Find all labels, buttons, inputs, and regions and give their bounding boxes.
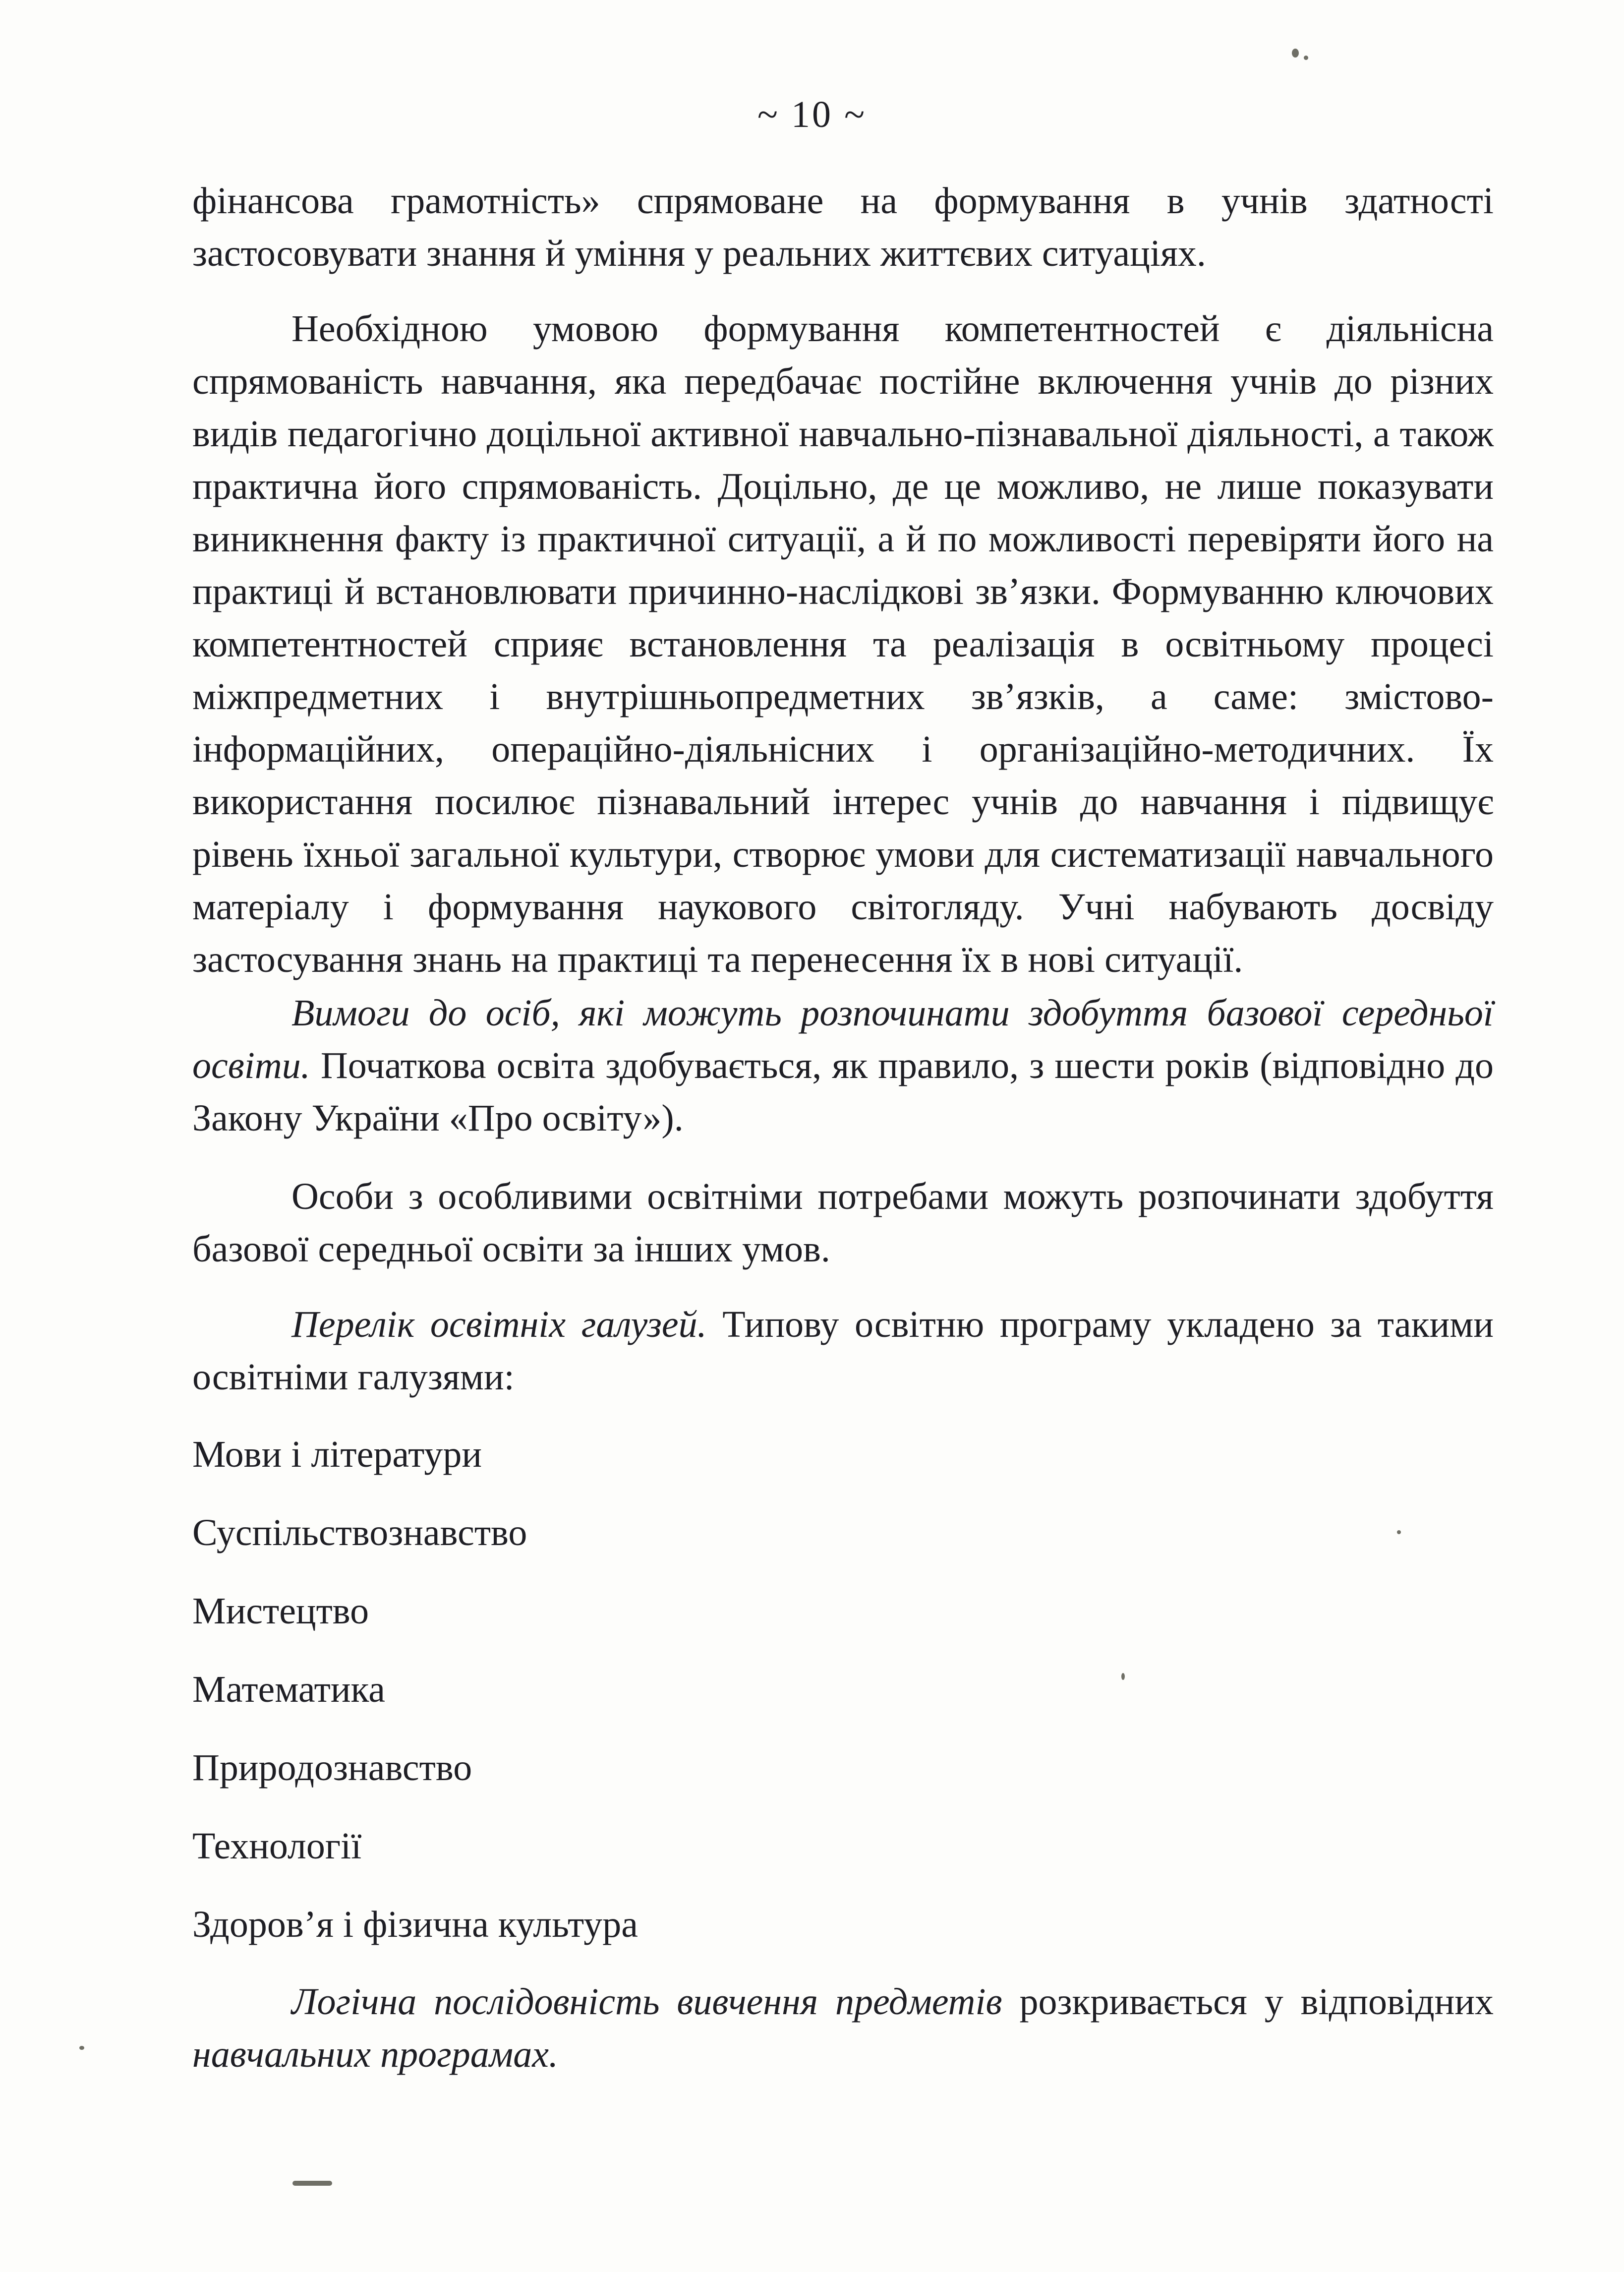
competences-paragraph-block xyxy=(192,302,1494,986)
closing-paragraph-block xyxy=(192,1975,1494,2081)
scan-speck xyxy=(1121,1673,1125,1680)
paragraph-special-needs: Особи з особливими освітніми потребами можуть розпочинати здобуття базової середньої освіти за інших умов. xyxy=(192,1176,1494,1270)
list-item: Природознавство xyxy=(192,1747,472,1789)
list-item: Технології xyxy=(192,1825,362,1867)
list-item: Суспільствознавство xyxy=(192,1512,527,1554)
paragraph-competences: Необхідною умовою формування компетентностей є діяльнісна спрямованість навчання, яка передбачає постійне включення учнів до різних видів педагогічно доцільної активної навчально-пізнавальної діяльності, а також практична його спрямованість. Доцільно, де це можливо, не лише показувати виникнення факту із практичної ситуації, а й по можливості перевіряти його на практиці й встановлювати причинно-наслідкові зв’язки. Формуванню ключових компетентностей сприяє встановлення та реалізація в освітньому процесі міжпредметних і внутрішньопредметних зв’язків, а саме: змістово-інформаційних, операційно-діяльнісних і організаційно-методичних. Їх використання посилює пізнавальний інтерес учнів до навчання і підвищує рівень їхньої загальної культури, створює умови для систематизації навчального матеріалу і формування наукового світогляду. Учні набувають досвіду застосування знань на практиці та перенесення їх в нові ситуації. xyxy=(192,308,1494,980)
special-needs-paragraph-block xyxy=(192,1170,1494,1275)
branches-intro-paragraph-block xyxy=(192,1298,1494,1403)
scan-speck xyxy=(79,2046,84,2050)
paragraph-closing xyxy=(192,1975,1494,2081)
branches-list xyxy=(192,1428,638,1976)
scan-speck xyxy=(1292,49,1299,58)
scan-smudge xyxy=(292,2181,332,2186)
page-number: ~ 10 ~ xyxy=(757,94,867,135)
list-item: Здоров’я і фізична культура xyxy=(192,1904,638,1945)
requirements-heading: Вимоги до осіб, які можуть розпочинати здобуття базової середньої освіти. xyxy=(192,992,1494,1086)
intro-paragraph-block xyxy=(192,175,1494,280)
paragraph-branches-intro xyxy=(192,1298,1494,1403)
list-item: Математика xyxy=(192,1669,386,1710)
branches-intro-text: Типову освітню програму укладено за такими освітніми галузями: xyxy=(192,1304,1494,1398)
scan-speck xyxy=(1397,1530,1401,1534)
list-item: Мистецтво xyxy=(192,1590,369,1632)
branches-heading: Перелік освітніх галузей. xyxy=(291,1304,707,1345)
paragraph-continuation: фінансова грамотність» спрямоване на формування в учнів здатності застосовувати знання й уміння у реальних життєвих ситуаціях. xyxy=(192,180,1494,274)
closing-text: розкривається у відповідних xyxy=(1002,1981,1494,2023)
requirements-text: Початкова освіта здобувається, як правило, з шести років (відповідно до Закону України «Про освіту»). xyxy=(192,1045,1494,1139)
closing-emphasis-end: навчальних програмах. xyxy=(192,2033,558,2075)
list-item: Мови і літератури xyxy=(192,1434,482,1475)
closing-emphasis-start: Логічна послідовність вивчення предметів xyxy=(291,1981,1002,2023)
paragraph-requirements xyxy=(192,987,1494,1144)
scan-speck xyxy=(1304,56,1308,60)
requirements-paragraph-block xyxy=(192,987,1494,1144)
